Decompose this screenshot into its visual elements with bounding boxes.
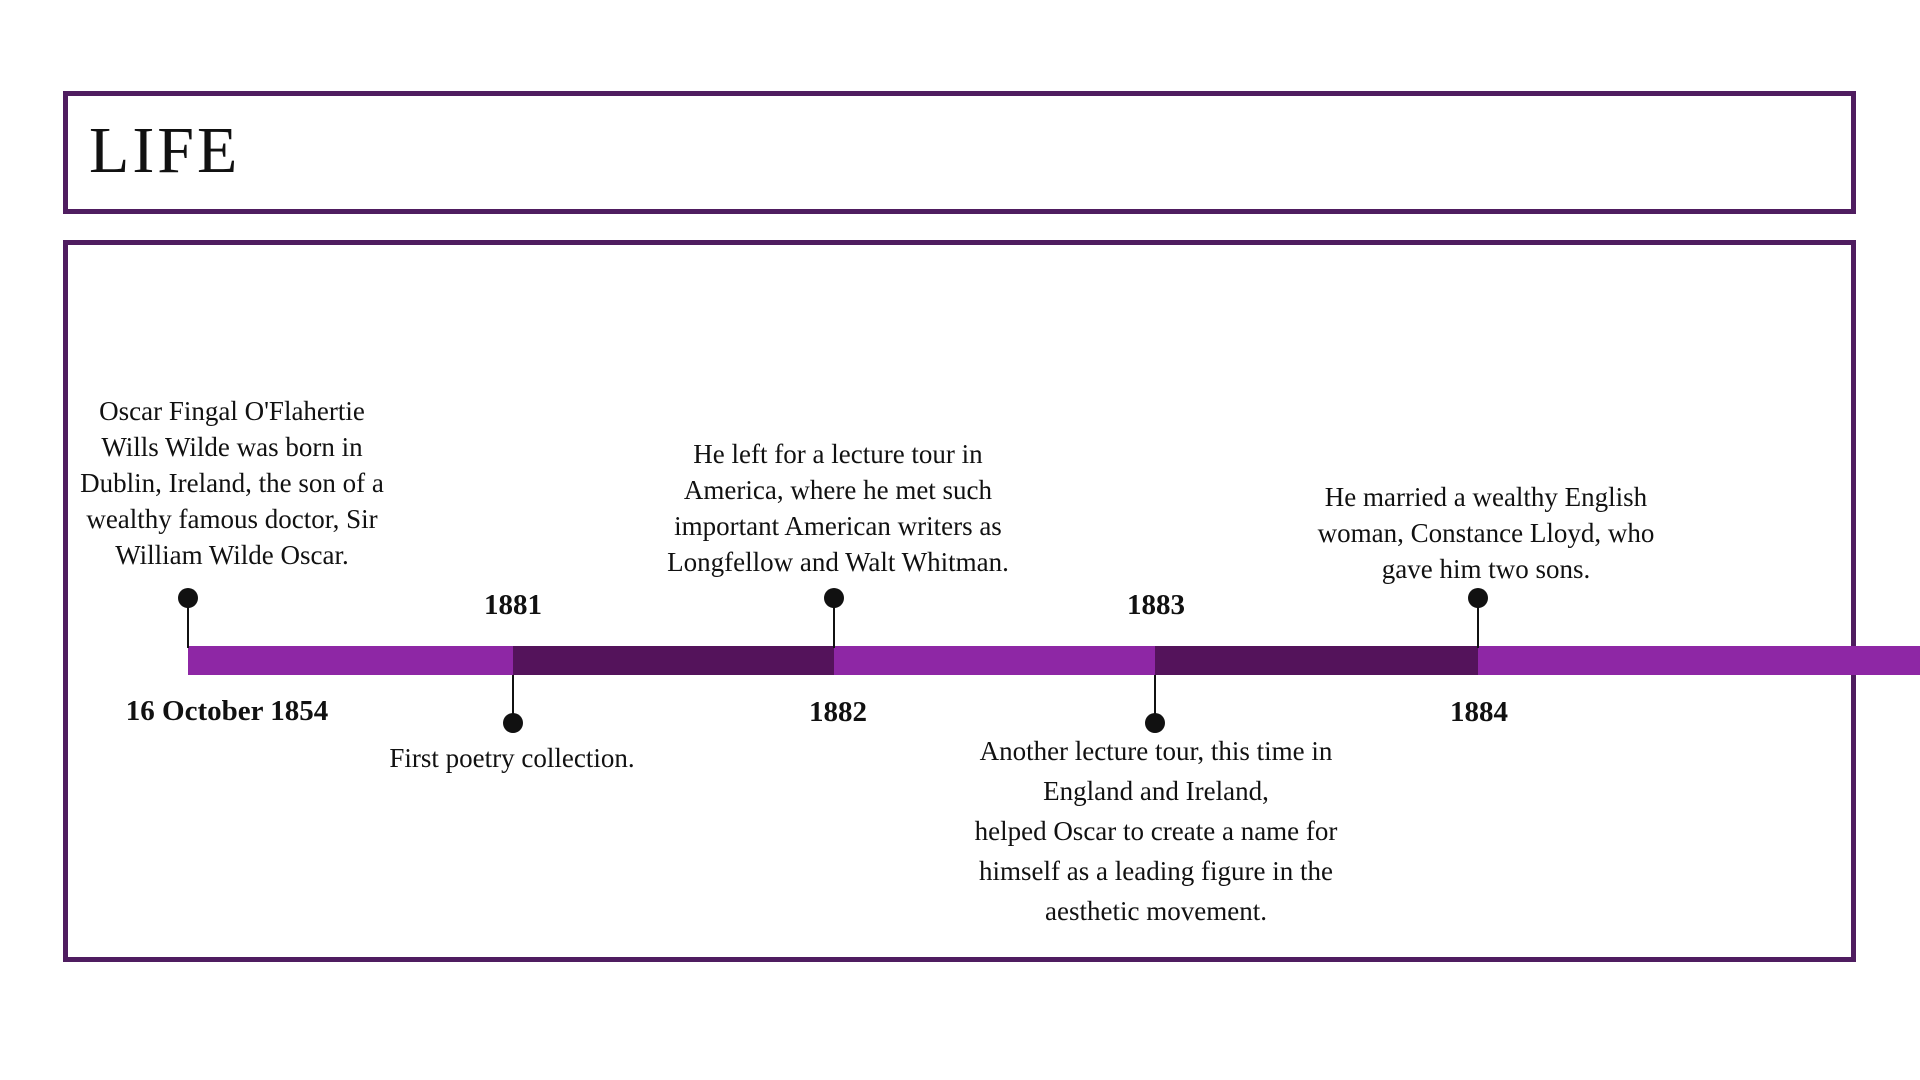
event-text-line: himself as a leading figure in the	[979, 856, 1333, 886]
event-text-line: helped Oscar to create a name for	[974, 816, 1338, 846]
event-text-line: William Wilde Oscar.	[115, 540, 349, 570]
marker-dot-1882	[824, 588, 844, 608]
event-text-line: wealthy famous doctor, Sir	[86, 504, 378, 534]
timeline-bar-segment-1884-end	[1478, 646, 1920, 675]
marker-dot-1883	[1145, 713, 1165, 733]
timeline-bar-segment-1882-1883	[834, 646, 1155, 675]
date-label-1884: 1884	[1450, 696, 1508, 728]
event-text-england	[975, 731, 1338, 931]
event-text-line: gave him two sons.	[1381, 554, 1591, 584]
event-text-line: Wills Wilde was born in	[101, 432, 363, 462]
event-text-line: England and Ireland,	[1043, 776, 1269, 806]
event-text-line: Oscar Fingal O'Flahertie	[99, 396, 365, 426]
marker-dot-1884	[1468, 588, 1488, 608]
event-text-line: He left for a lecture tour in	[693, 439, 983, 469]
slide-title: LIFE	[89, 114, 241, 187]
event-text-line: woman, Constance Lloyd, who	[1317, 518, 1655, 548]
event-text-line: Another lecture tour, this time in	[979, 736, 1333, 766]
timeline-bar-segment-1854-1881	[188, 646, 513, 675]
title-frame	[63, 91, 1856, 214]
event-text-line: Longfellow and Walt Whitman.	[667, 547, 1009, 577]
date-label-1854: 16 October 1854	[125, 695, 329, 727]
event-text-marriage	[1318, 479, 1655, 587]
event-text-birth	[80, 393, 384, 573]
marker-dot-1854	[178, 588, 198, 608]
date-label-1882: 1882	[809, 696, 867, 728]
timeline-bar-segment-1883-1884	[1155, 646, 1478, 675]
date-label-1883: 1883	[1127, 589, 1185, 621]
event-text-line: America, where he met such	[683, 475, 993, 505]
event-text-poetry	[389, 740, 634, 776]
event-text-line: aesthetic movement.	[1045, 896, 1267, 926]
event-text-america	[667, 436, 1009, 580]
event-text-line: Dublin, Ireland, the son of a	[80, 468, 384, 498]
date-label-1881: 1881	[484, 589, 542, 621]
timeline-frame	[63, 240, 1856, 962]
event-text-line: First poetry collection.	[389, 743, 635, 773]
event-text-line: He married a wealthy English	[1324, 482, 1648, 512]
marker-dot-1881	[503, 713, 523, 733]
timeline-bar-segment-1881-1882	[513, 646, 834, 675]
event-text-line: important American writers as	[674, 511, 1002, 541]
